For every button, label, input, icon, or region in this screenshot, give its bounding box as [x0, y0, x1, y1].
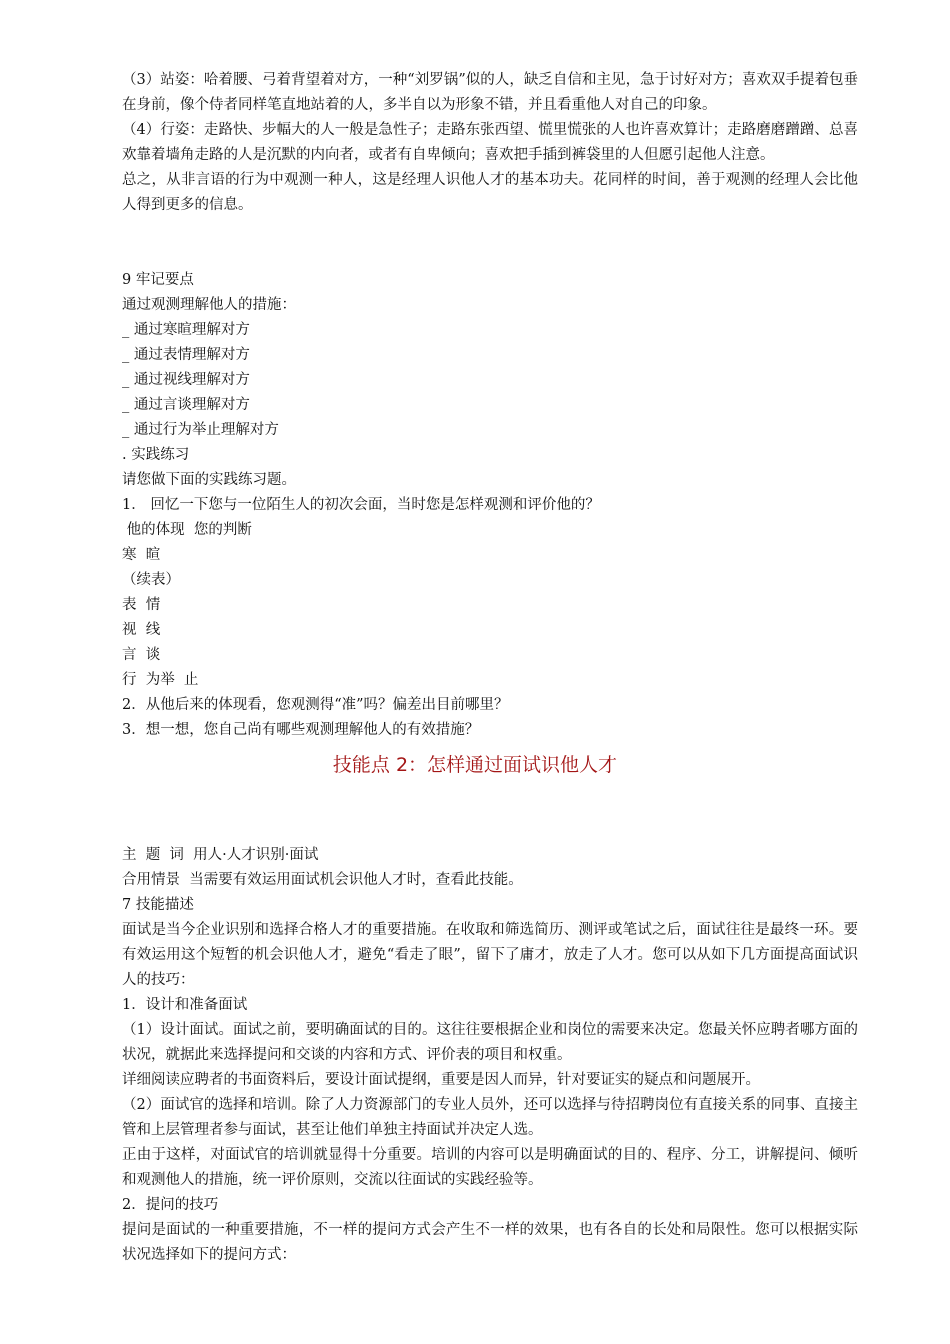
practice-heading: . 实践练习	[122, 447, 190, 463]
skill-paragraph: 提问是面试的一种重要措施，不一样的提问方式会产生不一样的效果，也有各自的长处和局限性。您可以根据实际状况选择如下的提问方式：	[122, 1222, 858, 1263]
practice-table-row: 表 情	[122, 597, 161, 613]
practice-intro: 请您做下面的实践练习题。	[122, 472, 296, 488]
key-points-intro: 通过观测理解他人的措施：	[122, 297, 296, 313]
skill-subheading: 1．设计和准备面试	[122, 997, 248, 1013]
practice-question-3: 3．想一想，您自己尚有哪些观测理解他人的有效措施？	[122, 722, 480, 738]
skill-paragraph: （1）设计面试。面试之前，要明确面试的目的。这往往要根据企业和岗位的需要来决定。您最关怀应聘者哪方面的状况，就据此来选择提问和交谈的内容和方式、评价表的项目和权重。	[122, 1022, 858, 1063]
key-points-section	[92, 268, 858, 443]
posture-section	[92, 68, 858, 218]
skill-subheading: 2．提问的技巧	[122, 1197, 219, 1213]
key-point-item: _ 通过表情理解对方	[122, 347, 250, 363]
practice-table-continued: （续表）	[122, 572, 180, 588]
skill-paragraph: 面试是当今企业识别和选择合格人才的重要措施。在收取和筛选简历、测评或笔试之后，面试往往是最终一环。要有效运用这个短暂的机会识他人才，避免“看走了眼”，留下了庸才，放走了人才。您可以从如下几方面提高面试识人的技巧：	[122, 922, 858, 988]
skill-paragraph: 正由于这样，对面试官的培训就显得十分重要。培训的内容可以是明确面试的目的、程序、分工，讲解提问、倾听和观测他人的措施，统一评价原则，交流以往面试的实践经验等。	[122, 1147, 858, 1188]
skill-paragraph: 详细阅读应聘者的书面资料后，要设计面试提纲，重要是因人而异，针对要证实的疑点和问题展开。	[122, 1072, 760, 1088]
practice-table-header: 他的体现 您的判断	[122, 522, 252, 538]
practice-question-1: 1． 回忆一下您与一位陌生人的初次会面，当时您是怎样观测和评价他的？	[122, 497, 600, 513]
scenario-line: 合用情景 当需要有效运用面试机会识他人才时，查看此技能。	[122, 872, 523, 888]
skill-section	[92, 843, 858, 1268]
practice-table-row: 行 为举 止	[122, 672, 199, 688]
key-point-item: _ 通过行为举止理解对方	[122, 422, 279, 438]
section-title: 技能点 2：怎样通过面试识他人才	[332, 754, 618, 776]
practice-table-row: 言 谈	[122, 647, 161, 663]
skill-heading: 7 技能描述	[122, 897, 194, 913]
practice-table-row: 视 线	[122, 622, 161, 638]
practice-section	[92, 443, 858, 743]
paragraph-standing-posture: （3）站姿：哈着腰、弓着背望着对方，一种“刘罗锅”似的人，缺乏自信和主见，急于讨好对方；喜欢双手提着包垂在身前，像个侍者同样笔直地站着的人，多半自以为形象不错，并且看重他人对自己的印象。	[122, 72, 858, 113]
paragraph-walking-posture: （4）行姿：走路快、步幅大的人一般是急性子；走路东张西望、慌里慌张的人也许喜欢算计；走路磨磨蹭蹭、总喜欢靠着墙角走路的人是沉默的内向者，或者有自卑倾向；喜欢把手插到裤袋里的人但愿引起他人注意。	[122, 122, 858, 163]
practice-question-2: 2．从他后来的体现看，您观测得“准”吗？偏差出目前哪里？	[122, 697, 509, 713]
key-point-item: _ 通过言谈理解对方	[122, 397, 250, 413]
skill-paragraph: （2）面试官的选择和培训。除了人力资源部门的专业人员外，还可以选择与待招聘岗位有直接关系的同事、直接主管和上层管理者参与面试，甚至让他们单独主持面试并决定人选。	[122, 1097, 858, 1138]
paragraph-summary: 总之，从非言语的行为中观测一种人，这是经理人识他人才的基本功夫。花同样的时间，善于观测的经理人会比他人得到更多的信息。	[122, 172, 858, 213]
key-points-heading: 9 牢记要点	[122, 272, 194, 288]
key-point-item: _ 通过视线理解对方	[122, 372, 250, 388]
practice-table-row: 寒 暄	[122, 547, 161, 563]
key-point-item: _ 通过寒暄理解对方	[122, 322, 250, 338]
keywords-line: 主 题 词 用人·人才识别·面试	[122, 847, 319, 863]
